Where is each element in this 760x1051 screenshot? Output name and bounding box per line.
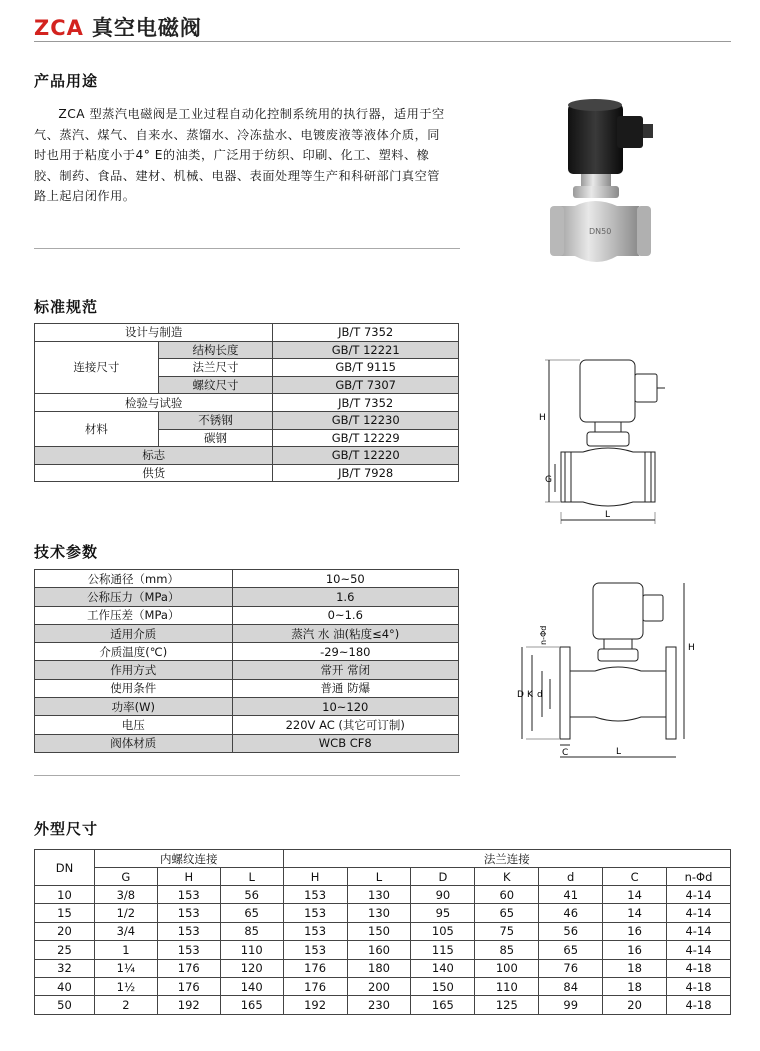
threaded-valve-drawing <box>525 352 700 532</box>
dim-label-h: H <box>539 413 546 423</box>
table-cell: 56 <box>539 922 603 940</box>
table-cell: 46 <box>539 904 603 922</box>
table-cell: 110 <box>220 941 283 959</box>
table-row <box>35 886 731 904</box>
usage-divider <box>34 248 460 249</box>
table-cell: 192 <box>157 996 220 1014</box>
table-row <box>35 734 459 752</box>
dim-label-l: L <box>605 510 611 520</box>
param-name: 工作压差（MPa） <box>35 606 233 624</box>
section-standards-heading: 标准规范 <box>34 298 99 316</box>
tech-divider <box>34 775 460 776</box>
table-cell: 110 <box>475 977 539 995</box>
table-cell: 125 <box>475 996 539 1014</box>
table-row <box>35 679 459 697</box>
table-cell: 192 <box>283 996 347 1014</box>
param-name: 电压 <box>35 716 233 734</box>
table-row: 连接尺寸 结构长度 GB/T 12221 <box>35 341 459 359</box>
table-cell: 14 <box>603 886 667 904</box>
param-value: 1.6 <box>232 588 458 606</box>
table-cell: 140 <box>220 977 283 995</box>
table-cell: 41 <box>539 886 603 904</box>
table-header-row <box>35 850 731 868</box>
table-row <box>35 959 731 977</box>
param-value: 常开 常闭 <box>232 661 458 679</box>
table-cell: 150 <box>411 977 475 995</box>
table-cell: 180 <box>347 959 411 977</box>
photo-marking: DN50 <box>589 227 612 236</box>
param-value: 10~50 <box>232 570 458 588</box>
table-cell: 4-18 <box>667 977 731 995</box>
table-cell: 90 <box>411 886 475 904</box>
table-cell: 10 <box>35 886 95 904</box>
dimensions-table <box>34 849 731 1015</box>
table-cell: 85 <box>220 922 283 940</box>
table-cell: 4-14 <box>667 941 731 959</box>
table-cell: 76 <box>539 959 603 977</box>
table-row <box>35 904 731 922</box>
section-usage-heading: 产品用途 <box>34 72 99 90</box>
dim-label-nphid: n-Φd <box>539 625 548 645</box>
table-cell: 153 <box>283 886 347 904</box>
table-row: 设计与制造 JB/T 7352 <box>35 324 459 342</box>
table-row: 碳钢 GB/T 12229 <box>35 429 459 447</box>
table-subheader-row <box>35 868 731 886</box>
column-header: D <box>411 868 475 886</box>
group-flange: 法兰连接 <box>283 850 730 868</box>
table-cell: 120 <box>220 959 283 977</box>
table-row <box>35 606 459 624</box>
table-cell: 4-14 <box>667 904 731 922</box>
param-value: 0~1.6 <box>232 606 458 624</box>
table-row <box>35 588 459 606</box>
table-row <box>35 941 731 959</box>
param-value: 10~120 <box>232 698 458 716</box>
param-name: 公称通径（mm） <box>35 570 233 588</box>
table-row <box>35 996 731 1014</box>
column-header: H <box>157 868 220 886</box>
param-name: 作用方式 <box>35 661 233 679</box>
table-cell: 4-14 <box>667 922 731 940</box>
table-cell: 200 <box>347 977 411 995</box>
table-row: 法兰尺寸 GB/T 9115 <box>35 359 459 377</box>
table-cell: 153 <box>157 904 220 922</box>
table-cell: 2 <box>94 996 157 1014</box>
table-cell: 85 <box>475 941 539 959</box>
table-row <box>35 698 459 716</box>
table-cell: 32 <box>35 959 95 977</box>
valve-photo <box>545 94 695 279</box>
column-header: C <box>603 868 667 886</box>
table-cell: 1½ <box>94 977 157 995</box>
table-cell: 20 <box>603 996 667 1014</box>
table-row: 材料 不锈钢 GB/T 12230 <box>35 411 459 429</box>
table-row <box>35 977 731 995</box>
table-cell: 14 <box>603 904 667 922</box>
param-name: 功率(W) <box>35 698 233 716</box>
column-header: H <box>283 868 347 886</box>
table-cell: 1/2 <box>94 904 157 922</box>
column-header: G <box>94 868 157 886</box>
table-cell: 153 <box>283 904 347 922</box>
table-cell: 3/8 <box>94 886 157 904</box>
table-cell: 176 <box>157 959 220 977</box>
table-cell: 100 <box>475 959 539 977</box>
dim-label-d-outer: D <box>517 690 524 700</box>
param-name: 介质温度(℃) <box>35 643 233 661</box>
group-thread: 内螺纹连接 <box>94 850 283 868</box>
param-value: -29~180 <box>232 643 458 661</box>
table-row: 检验与试验 JB/T 7352 <box>35 394 459 412</box>
table-row <box>35 716 459 734</box>
param-name: 阀体材质 <box>35 734 233 752</box>
table-row: 供货 JB/T 7928 <box>35 464 459 482</box>
table-row <box>35 661 459 679</box>
param-value: 220V AC (其它可订制) <box>232 716 458 734</box>
column-header: K <box>475 868 539 886</box>
table-cell: 1 <box>94 941 157 959</box>
table-cell: 40 <box>35 977 95 995</box>
table-row <box>35 624 459 642</box>
flanged-valve-drawing <box>498 575 698 770</box>
usage-description: ZCA 型蒸汽电磁阀是工业过程自动化控制系统用的执行器，适用于空气、蒸汽、煤气、自来水、蒸馏水、冷冻盐水、电镀废液等液体介质，同时也用于粘度小于4° E的油类，广泛用于纺织、印刷、化工、塑料、橡胶、制药、食品、建材、机械、电器、表面处理等生产和科研部门真空管路上起启闭作用。 <box>34 107 445 203</box>
table-cell: 25 <box>35 941 95 959</box>
table-cell: 176 <box>157 977 220 995</box>
table-cell: 60 <box>475 886 539 904</box>
table-row: 螺纹尺寸 GB/T 7307 <box>35 376 459 394</box>
dim-label-k: K <box>527 690 533 700</box>
table-cell: 20 <box>35 922 95 940</box>
table-row <box>35 922 731 940</box>
table-cell: 75 <box>475 922 539 940</box>
table-cell: 153 <box>157 886 220 904</box>
table-cell: 18 <box>603 977 667 995</box>
column-header: L <box>220 868 283 886</box>
table-cell: 153 <box>157 941 220 959</box>
section-tech-heading: 技术参数 <box>34 543 99 561</box>
table-cell: 50 <box>35 996 95 1014</box>
column-header: d <box>539 868 603 886</box>
table-row: 标志 GB/T 12220 <box>35 447 459 465</box>
param-name: 适用介质 <box>35 624 233 642</box>
table-cell: 16 <box>603 941 667 959</box>
table-cell: 4-14 <box>667 886 731 904</box>
table-cell: 176 <box>283 959 347 977</box>
page-title <box>34 12 202 42</box>
title-divider <box>34 41 731 42</box>
table-row <box>35 643 459 661</box>
table-cell: 115 <box>411 941 475 959</box>
table-cell: 130 <box>347 904 411 922</box>
table-cell: 130 <box>347 886 411 904</box>
table-cell: 65 <box>539 941 603 959</box>
table-cell: 165 <box>220 996 283 1014</box>
table-cell: 99 <box>539 996 603 1014</box>
dim-label-g: G <box>545 475 552 485</box>
table-cell: 1¼ <box>94 959 157 977</box>
table-cell: 4-18 <box>667 959 731 977</box>
column-header: n-Φd <box>667 868 731 886</box>
table-cell: 153 <box>283 922 347 940</box>
table-cell: 176 <box>283 977 347 995</box>
table-cell: 95 <box>411 904 475 922</box>
dim-label-d-inner: d <box>537 690 543 700</box>
table-cell: 4-18 <box>667 996 731 1014</box>
table-cell: 56 <box>220 886 283 904</box>
product-name: 真空电磁阀 <box>91 16 202 40</box>
param-value: WCB CF8 <box>232 734 458 752</box>
param-value: 蒸汽 水 油(粘度≤4°) <box>232 624 458 642</box>
table-cell: 150 <box>347 922 411 940</box>
param-name: 使用条件 <box>35 679 233 697</box>
product-code: ZCA <box>34 16 84 40</box>
table-cell: 140 <box>411 959 475 977</box>
standards-table <box>34 323 459 482</box>
table-cell: 16 <box>603 922 667 940</box>
table-cell: 105 <box>411 922 475 940</box>
table-row <box>35 570 459 588</box>
param-name: 公称压力（MPa） <box>35 588 233 606</box>
table-cell: 160 <box>347 941 411 959</box>
section-dims-heading: 外型尺寸 <box>34 820 99 838</box>
column-header: L <box>347 868 411 886</box>
tech-params-table <box>34 569 459 753</box>
table-cell: 165 <box>411 996 475 1014</box>
table-cell: 153 <box>283 941 347 959</box>
table-cell: 65 <box>475 904 539 922</box>
table-cell: 65 <box>220 904 283 922</box>
table-cell: 15 <box>35 904 95 922</box>
table-cell: 3/4 <box>94 922 157 940</box>
table-cell: 84 <box>539 977 603 995</box>
table-cell: 18 <box>603 959 667 977</box>
dim-label-l: L <box>616 747 622 757</box>
table-cell: 153 <box>157 922 220 940</box>
dim-label-c: C <box>562 748 569 758</box>
param-value: 普通 防爆 <box>232 679 458 697</box>
table-cell: 230 <box>347 996 411 1014</box>
dim-label-h: H <box>688 643 695 653</box>
col-dn: DN <box>35 850 95 886</box>
